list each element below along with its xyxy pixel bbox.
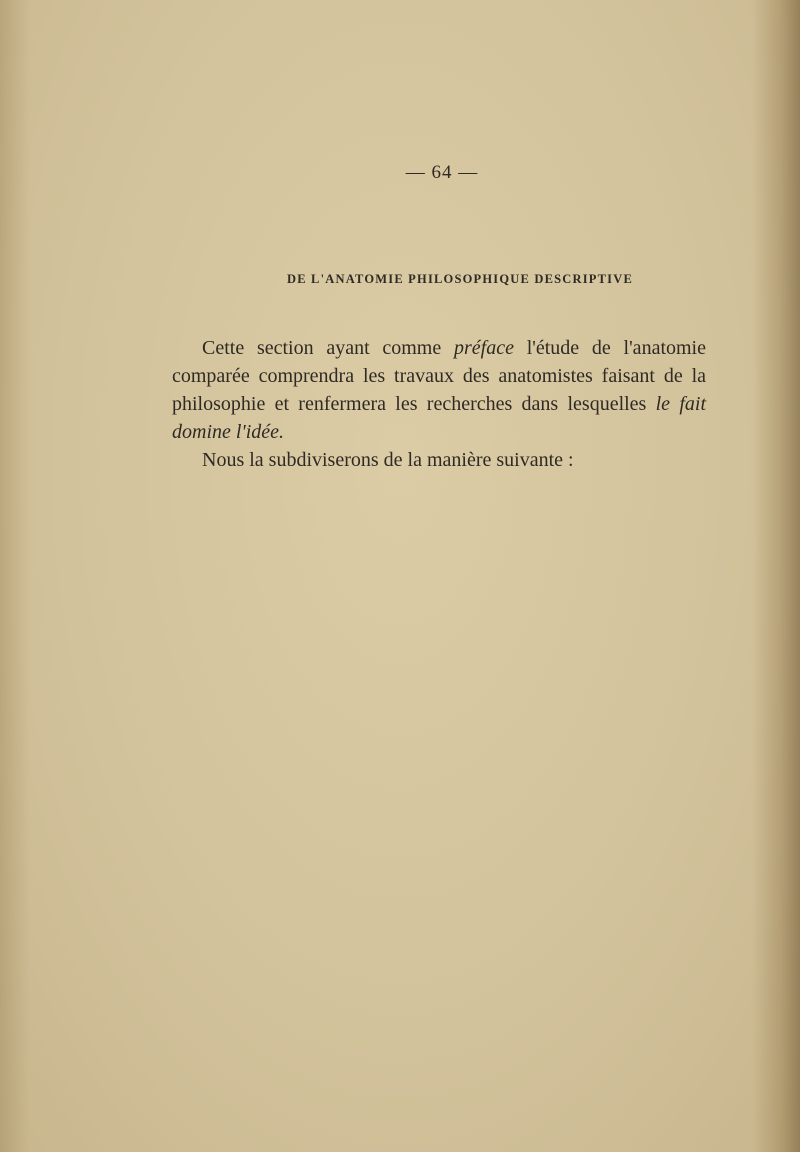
- paragraph-1: [172, 334, 706, 446]
- paragraph-1-italic-preface: préface: [453, 337, 514, 359]
- body-text: [172, 334, 706, 474]
- paragraph-1-italic-fait: le fait domine l'idée.: [172, 393, 707, 443]
- paragraph-2: Nous la subdiviserons de la manière suivante :: [202, 449, 574, 471]
- paragraph-1-text-a: Cette section ayant comme: [202, 337, 454, 359]
- section-heading: DE L'ANATOMIE PHILOSOPHIQUE DESCRIPTIVE: [286, 272, 634, 286]
- paragraph-1-text-b: l'étude de l'anatomie comparée comprendra les travaux des anatomistes faisant de la philosophie et renfermera les recherches dans lesquelles: [172, 337, 706, 415]
- page-number: — 64 —: [405, 162, 479, 183]
